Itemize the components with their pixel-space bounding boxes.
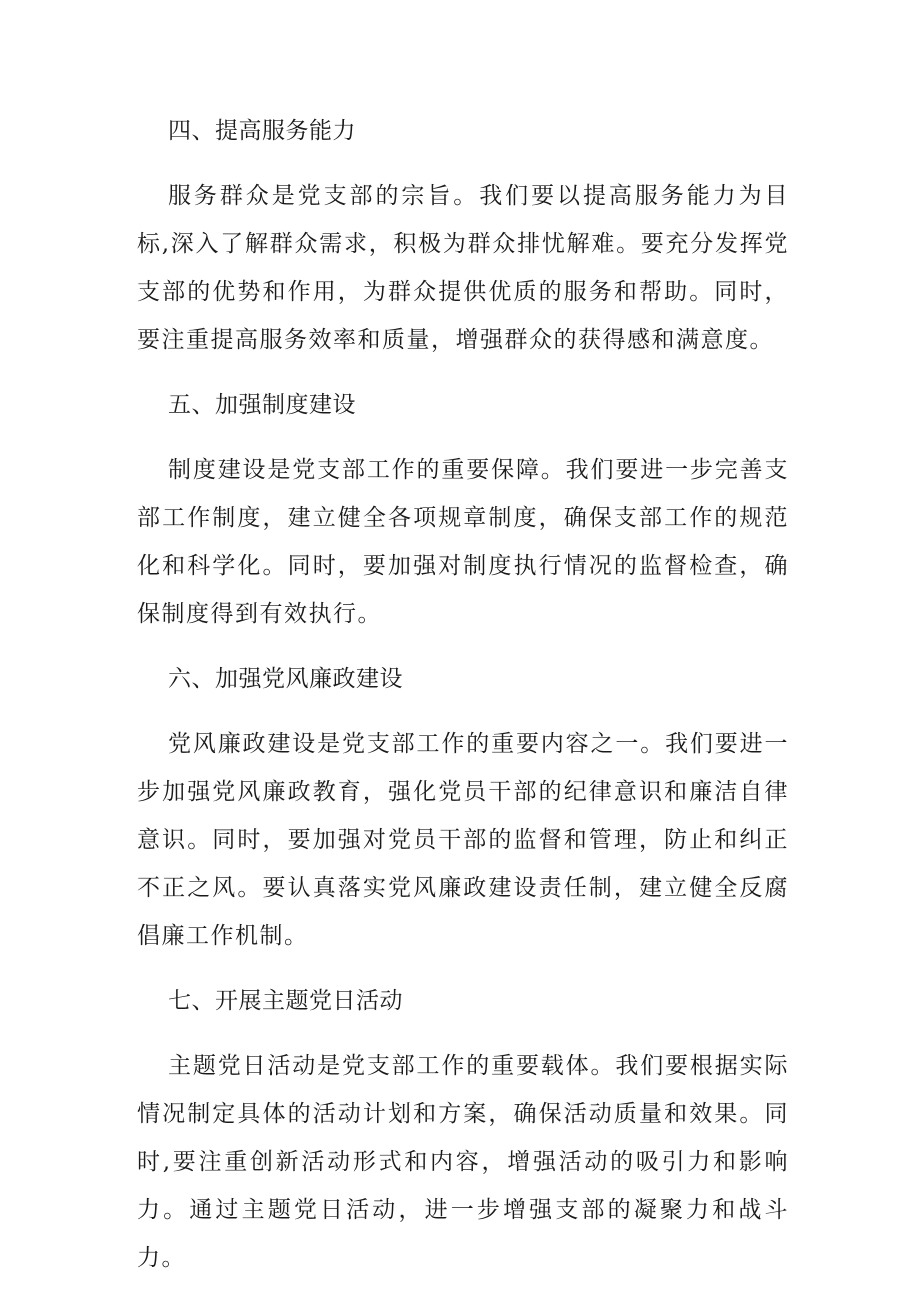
section-paragraph-5: 制度建设是党支部工作的重要保障。我们要进一步完善支部工作制度，建立健全各项规章制度，确保支部工作的规范化和科学化。同时，要加强对制度执行情况的监督检查，确保制度得到有效执行。 [137,457,789,627]
section-paragraph-4: 服务群众是党支部的宗旨。我们要以提高服务能力为目标,深入了解群众需求，积极为群众排忧解难。要充分发挥党支部的优势和作用，为群众提供优质的服务和帮助。同时，要注重提高服务效率和质量，增强群众的获得感和满意度。 [137,183,789,353]
section-paragraph-7: 主题党日活动是党支部工作的重要载体。我们要根据实际情况制定具体的活动计划和方案，确保活动质量和效果。同时,要注重创新活动形式和内容，增强活动的吸引力和影响力。通过主题党日活动，进一步增强支部的凝聚力和战斗力。 [137,1053,789,1271]
section-heading-6: 六、加强党风廉政建设 [168,666,403,692]
section-heading-4: 四、提高服务能力 [168,118,356,144]
document-body [137,108,789,1300]
section-paragraph-6: 党风廉政建设是党支部工作的重要内容之一。我们要进一步加强党风廉政教育，强化党员干部的纪律意识和廉洁自律意识。同时，要加强对党员干部的监督和管理，防止和纠正不正之风。要认真落实党风廉政建设责任制，建立健全反腐倡廉工作机制。 [137,731,789,949]
section-heading-5: 五、加强制度建设 [168,392,356,418]
section-heading-7: 七、开展主题党日活动 [168,988,403,1014]
